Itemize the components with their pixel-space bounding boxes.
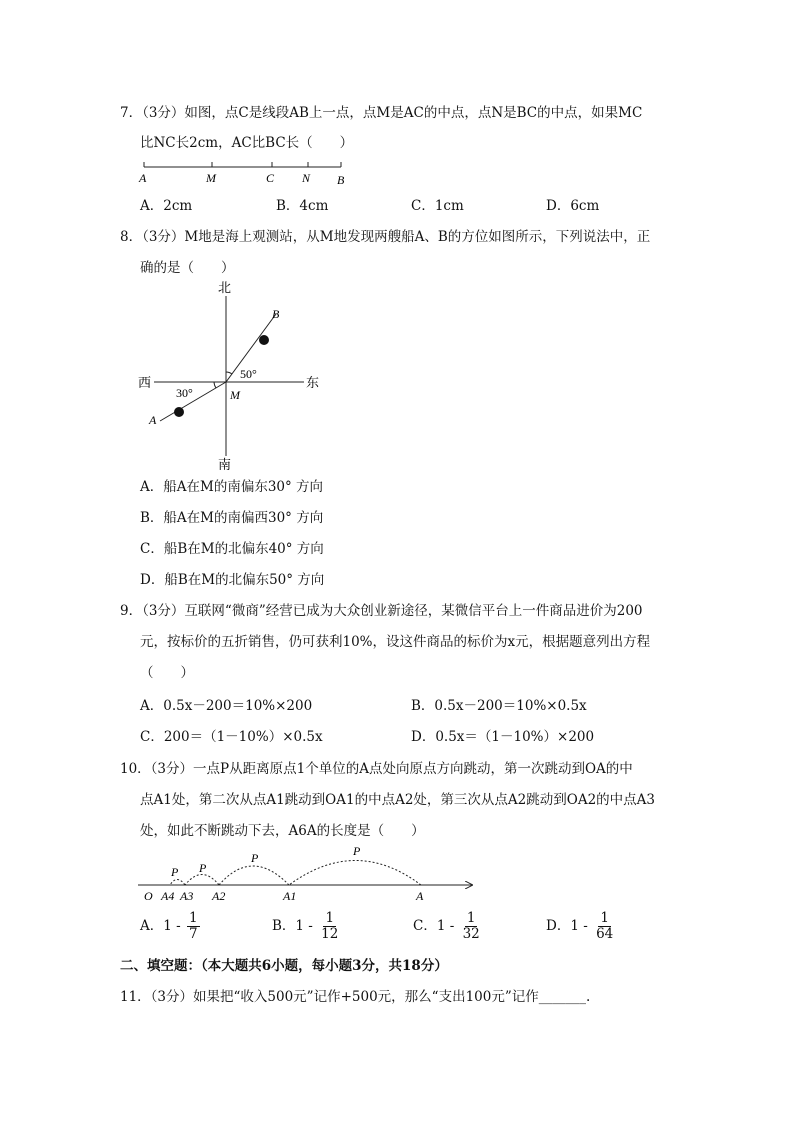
q8-compass-figure	[136, 278, 336, 473]
q8-center-label: M	[230, 388, 240, 402]
q8-angle-a-label: 30°	[176, 386, 193, 400]
q10-label-a2: A2	[212, 889, 226, 903]
q10-option-a[interactable]	[140, 911, 200, 942]
q10-option-b[interactable]	[272, 911, 340, 942]
q10-option-d-prefix: D．1 -	[546, 918, 588, 934]
q10-option-d[interactable]	[546, 911, 615, 942]
q7-option-d[interactable]: D．6cm	[546, 198, 600, 214]
q10-line2: 点A1处，第二次从点A1跳动到OA1的中点A2处，第三次从点A2跳动到OA2的中点A3	[140, 792, 656, 808]
q10-option-b-fraction: $\frac{1}{12}$	[321, 910, 339, 942]
q7-segment-figure	[136, 160, 376, 188]
q9-option-b[interactable]: B．0.5x－200＝10%×0.5x	[411, 698, 587, 714]
q10-option-a-fraction: $\frac{1}{7}$	[189, 910, 198, 942]
q8-point-a-label: A	[149, 413, 157, 427]
q8-option-c[interactable]: C．船B在M的北偏东40° 方向	[140, 541, 324, 557]
q7-line1: 7．（3分）如图，点C是线段AB上一点，点M是AC的中点，点N是BC的中点，如果MC	[120, 105, 643, 121]
q8-option-a[interactable]: A．船A在M的南偏东30° 方向	[140, 479, 324, 495]
q10-label-p1: P	[353, 844, 361, 858]
q8-north-label: 北	[218, 280, 232, 295]
q10-option-d-fraction: $\frac{1}{64}$	[596, 910, 614, 942]
q10-option-c[interactable]	[413, 911, 482, 942]
q7-option-c[interactable]: C．1cm	[411, 198, 464, 214]
q10-label-p3: P	[199, 861, 207, 875]
q10-option-b-prefix: B．1 -	[272, 918, 313, 934]
q7-label-n: N	[302, 171, 311, 185]
q10-line3: 处，如此不断跳动下去，A6A的长度是（ ）	[140, 823, 425, 839]
q9-line3: （ ）	[140, 665, 194, 681]
q8-west-label: 西	[138, 375, 152, 390]
q10-label-p4: P	[171, 865, 179, 879]
q8-south-label: 南	[218, 457, 232, 472]
q8-line2: 确的是（ ）	[140, 260, 235, 276]
q8-line1: 8．（3分）M地是海上观测站，从M地发现两艘船A、B的方位如图所示，下列说法中，正	[120, 229, 651, 245]
q10-option-c-prefix: C．1 -	[413, 918, 455, 934]
q10-label-a3: A3	[180, 889, 194, 903]
q10-label-a4: A4	[161, 889, 175, 903]
q7-label-c: C	[266, 171, 275, 185]
q9-option-a[interactable]: A．0.5x－200＝10%×200	[140, 698, 313, 714]
q7-label-m: M	[206, 171, 216, 185]
q8-angle-b-label: 50°	[240, 367, 257, 381]
q10-label-a: A	[416, 889, 424, 903]
q7-option-b[interactable]: B．4cm	[276, 198, 329, 214]
q8-point-b-label: B	[272, 307, 280, 321]
q9-line1: 9．（3分）互联网“微商”经营已成为大众创业新途径，某微信平台上一件商品进价为200	[120, 603, 643, 619]
q7-option-a[interactable]: A．2cm	[140, 198, 193, 214]
q10-number-line-figure	[134, 842, 484, 904]
q7-label-a: A	[139, 171, 147, 185]
q7-line2: 比NC长2cm，AC比BC长（ ）	[140, 135, 354, 151]
q8-option-b[interactable]: B．船A在M的南偏西30° 方向	[140, 510, 324, 526]
q8-east-label: 东	[306, 375, 320, 390]
section2-heading: 二、填空题：（本大题共6小题，每小题3分，共18分）	[120, 958, 448, 974]
q10-label-p2: P	[251, 851, 259, 865]
q10-label-o: O	[144, 889, 153, 903]
q10-line1: 10．（3分）一点P从距离原点1个单位的A点处向原点方向跳动，第一次跳动到OA的中	[120, 761, 633, 777]
q9-option-d[interactable]: D．0.5x＝（1－10%）×200	[411, 729, 595, 745]
q10-label-a1: A1	[283, 889, 297, 903]
q9-line2: 元，按标价的五折销售，仍可获利10%，设这件商品的标价为x元，根据题意列出方程	[140, 634, 651, 650]
q7-label-b: B	[337, 173, 345, 187]
q10-option-a-prefix: A．1 -	[140, 918, 181, 934]
q10-option-c-fraction: $\frac{1}{32}$	[462, 910, 480, 942]
q8-option-d[interactable]: D．船B在M的北偏东50° 方向	[140, 572, 325, 588]
q11-line: 11．（3分）如果把“收入500元”记作+500元，那么“支出100元”记作_______.	[120, 989, 591, 1005]
q9-option-c[interactable]: C．200＝（1－10%）×0.5x	[140, 729, 323, 745]
